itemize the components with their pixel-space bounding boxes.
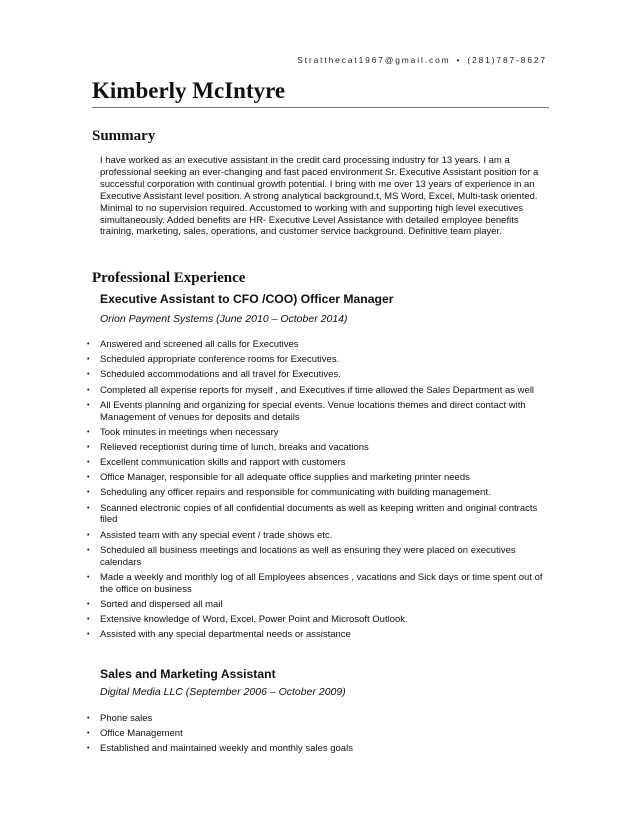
job-title: Executive Assistant to CFO /COO) Officer Manager bbox=[100, 292, 394, 306]
contact-phone[interactable]: (281)787-8627 bbox=[467, 55, 547, 65]
job-duty bbox=[86, 599, 556, 611]
job-duty-text: Scheduled appropriate conference rooms for Executives. bbox=[100, 354, 340, 366]
job-duty bbox=[86, 487, 556, 499]
job-duty bbox=[86, 427, 556, 439]
job-duty-text: All Events planning and organizing for special events. Venue locations themes and direct contact with Management of venues for deposits and details bbox=[100, 399, 526, 423]
job-duty bbox=[86, 369, 556, 381]
job-duty bbox=[86, 442, 556, 454]
job-duty bbox=[86, 339, 556, 351]
bullet-icon: • bbox=[87, 715, 90, 722]
bullet-icon: • bbox=[87, 573, 90, 581]
job-duties-list bbox=[86, 339, 556, 644]
job-duty-text: Took minutes in meetings when necessary bbox=[100, 426, 279, 438]
job-duty-text: Made a weekly and monthly log of all Employees absences , vacations and Sick days or time spent out of the office on business bbox=[100, 571, 543, 595]
job-duty bbox=[86, 530, 556, 542]
bullet-icon: • bbox=[87, 474, 90, 482]
bullet-icon: • bbox=[87, 371, 90, 379]
job-duty bbox=[86, 385, 556, 397]
job-title: Sales and Marketing Assistant bbox=[100, 667, 276, 681]
bullet-icon: • bbox=[87, 531, 90, 539]
job-duty bbox=[86, 629, 556, 641]
job-duty bbox=[86, 614, 556, 626]
header-divider bbox=[92, 107, 549, 108]
job-duty-text: Excellent communication skills and rapport with customers bbox=[100, 457, 346, 469]
job-duty bbox=[86, 400, 556, 424]
bullet-icon: • bbox=[87, 730, 90, 738]
job-company: Orion Payment Systems (June 2010 – October 2014) bbox=[100, 313, 348, 325]
job-duty-text: Scheduling any officer repairs and responsible for communicating with building management. bbox=[100, 487, 491, 499]
bullet-icon: • bbox=[87, 745, 90, 753]
job-company: Digital Media LLC (September 2006 – October 2009) bbox=[100, 686, 346, 698]
bullet-icon: • bbox=[87, 356, 90, 364]
job-duty bbox=[86, 743, 556, 755]
job-duty bbox=[86, 545, 556, 569]
job-duty bbox=[86, 728, 556, 740]
job-duty bbox=[86, 354, 556, 366]
experience-heading: Professional Experience bbox=[92, 270, 246, 286]
job-duties-list bbox=[86, 713, 556, 759]
job-duty bbox=[86, 713, 556, 725]
contact-email[interactable]: Stratthecat1967@gmail.com bbox=[297, 55, 451, 65]
bullet-icon: • bbox=[87, 428, 90, 436]
job-duty bbox=[86, 457, 556, 469]
job-duty-text: Completed all expense reports for myself , and Executives if time allowed the Sales Department as well bbox=[100, 384, 535, 396]
bullet-icon: • bbox=[87, 341, 90, 348]
bullet-icon: • bbox=[87, 386, 90, 394]
job-duty-text: Office Management bbox=[100, 728, 183, 740]
bullet-icon: • bbox=[87, 600, 90, 608]
bullet-icon: • bbox=[87, 631, 90, 639]
job-duty-text: Relieved receptionist during time of lunch, breaks and vacations bbox=[100, 441, 369, 453]
summary-text: I have worked as an executive assistant in the credit card processing industry for 13 years. I am a professional seeking an ever-changing and fast paced environment Sr. Executive Assistant position for a successful corporation with continual growth potential. I bring with me over 13 years of experience in an Executive Assistant level position. A strong analytical background.t, MS Word, Excel, Multi-task oriented. Minimal to no supervision required. Accustomed to working with and supporting high level executives simultaneously. Added benefits are HR- Executive Level Assistance with detailed employee benefits training, marketing, sales, operations, and customer service background. Definitive team player. bbox=[100, 155, 539, 238]
job-duty bbox=[86, 572, 556, 596]
contact-separator: • bbox=[456, 55, 462, 65]
summary-heading: Summary bbox=[92, 128, 156, 144]
job-duty-text: Assisted team with any special event / trade shows etc. bbox=[100, 529, 333, 541]
bullet-icon: • bbox=[87, 546, 90, 554]
bullet-icon: • bbox=[87, 443, 90, 451]
bullet-icon: • bbox=[87, 504, 90, 512]
job-duty-text: Established and maintained weekly and monthly sales goals bbox=[100, 743, 353, 755]
job-duty-text: Scheduled accommodations and all travel for Executives. bbox=[100, 369, 341, 381]
candidate-name: Kimberly McIntyre bbox=[92, 78, 286, 103]
contact-line bbox=[297, 55, 547, 65]
job-duty-text: Scanned electronic copies of all confidential documents as well as keeping written and original contracts filed bbox=[100, 502, 538, 526]
job-duty-text: Assisted with any special departmental needs or assistance bbox=[100, 629, 351, 641]
bullet-icon: • bbox=[87, 489, 90, 497]
job-duty bbox=[86, 472, 556, 484]
job-duty-text: Phone sales bbox=[100, 713, 153, 724]
job-duty-text: Scheduled all business meetings and locations as well as ensuring they were placed on executives calendars bbox=[100, 544, 516, 568]
job-duty-text: Sorted and dispersed all mail bbox=[100, 598, 223, 610]
job-duty-text: Office Manager, responsible for all adequate office supplies and marketing printer needs bbox=[100, 472, 470, 484]
job-duty bbox=[86, 503, 556, 527]
bullet-icon: • bbox=[87, 459, 90, 467]
bullet-icon: • bbox=[87, 616, 90, 623]
job-duty-text: Answered and screened all calls for Executives bbox=[100, 339, 299, 350]
job-duty-text: Extensive knowledge of Word, Excel, Power Point and Microsoft Outlook. bbox=[100, 614, 408, 625]
bullet-icon: • bbox=[87, 401, 90, 409]
